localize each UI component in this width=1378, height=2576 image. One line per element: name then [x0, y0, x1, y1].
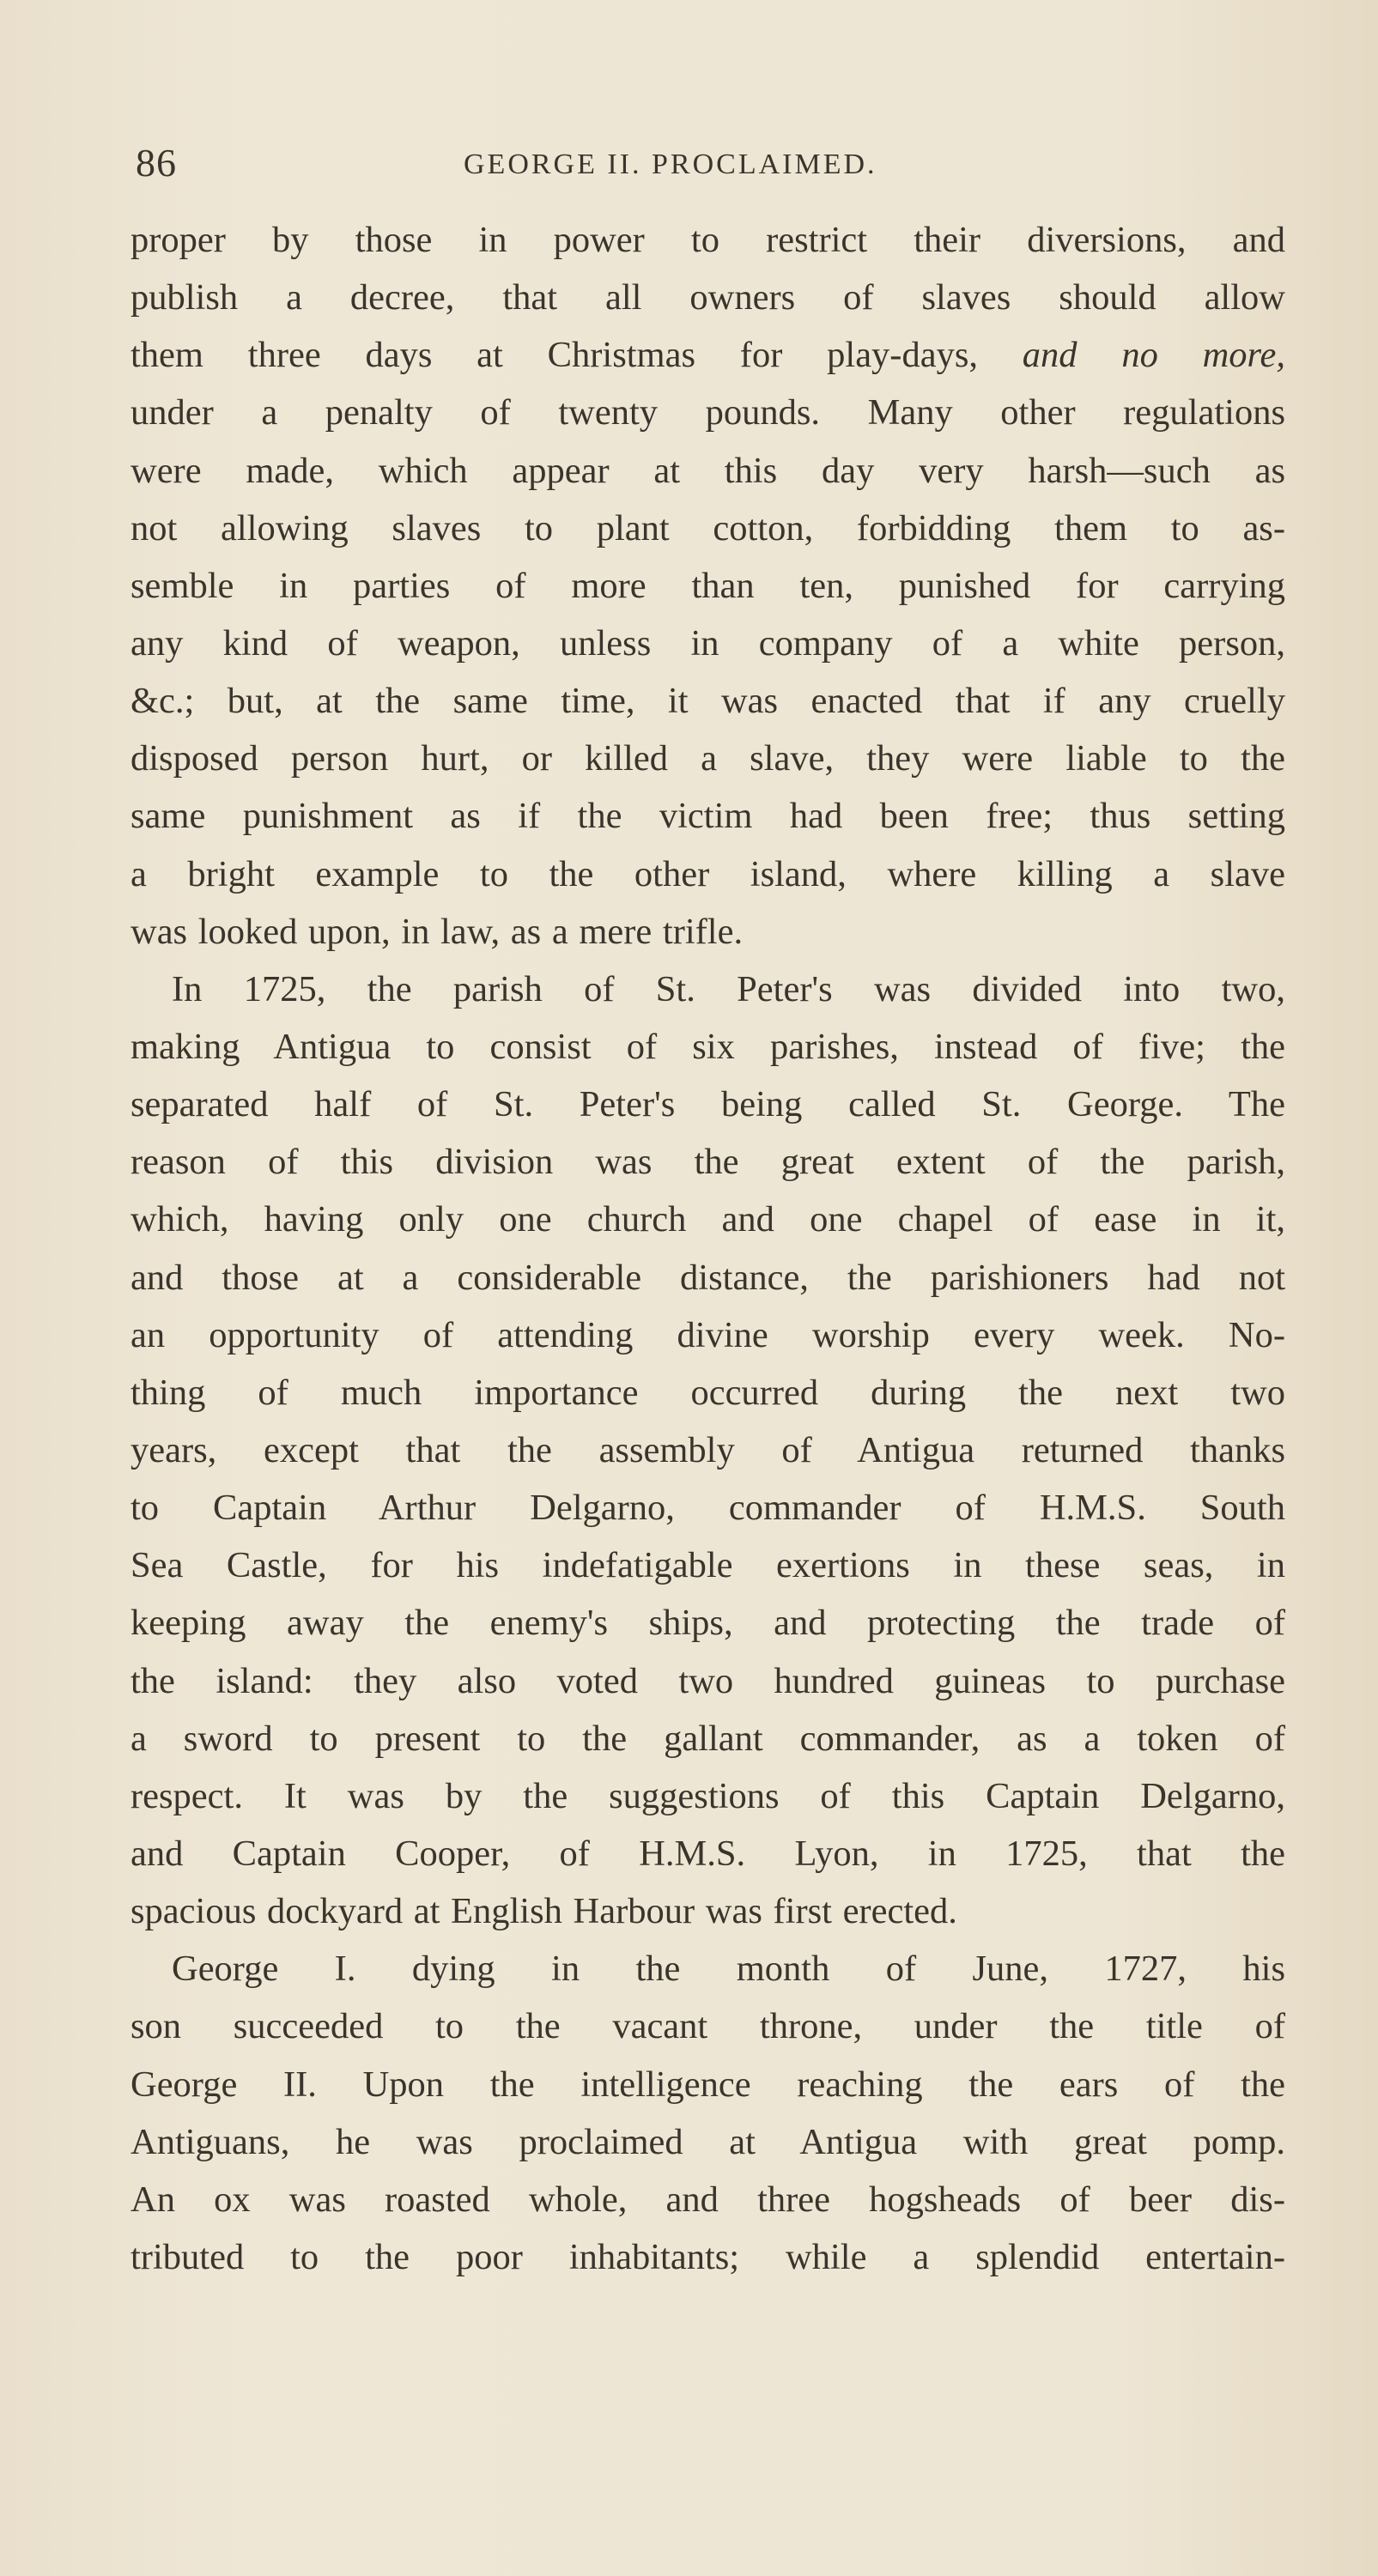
text-line: the island: they also voted two hundred guineas to purchase [131, 1660, 1285, 1701]
text-line-segment: them three days at Christmas for play-days, [131, 335, 978, 376]
text-line: to Captain Arthur Delgarno, commander of H.M.S. South [131, 1488, 1285, 1529]
text-line: not allowing slaves to plant cotton, forbidding them to as- [131, 507, 1285, 549]
text-line: and those at a considerable distance, the parishioners had not [131, 1257, 1285, 1298]
text-line: reason of this division was the great extent of the parish, [131, 1142, 1285, 1183]
text-line: Sea Castle, for his indefatigable exertions in these seas, in [131, 1545, 1285, 1586]
text-line: was looked upon, in law, as a mere trifle. [131, 911, 744, 952]
text-line [131, 326, 1285, 384]
text-line: George II. Upon the intelligence reaching the ears of the [131, 2064, 1285, 2105]
text-line: son succeeded to the vacant throne, under the title of [131, 2006, 1285, 2047]
text-line: publish a decree, that all owners of slaves should allow [131, 277, 1285, 318]
page-number: 86 [136, 141, 177, 185]
text-line: spacious dockyard at English Harbour was first erected. [131, 1891, 957, 1932]
italic-phrase: and no more, [1022, 335, 1285, 376]
running-head: GEORGE II. PROCLAIMED. [464, 148, 877, 180]
text-line: An ox was roasted whole, and three hogsheads of beer dis- [131, 2179, 1285, 2220]
page-header [136, 137, 1290, 189]
text-line: any kind of weapon, unless in company of a white person, [131, 622, 1285, 664]
text-line: proper by those in power to restrict their diversions, and [131, 220, 1285, 260]
paragraph-start: George I. dying in the month of June, 1727, his [172, 1949, 1285, 1990]
text-line: semble in parties of more than ten, punished for carrying [131, 565, 1285, 606]
text-line: were made, which appear at this day very harsh—such as [131, 450, 1285, 491]
text-line: making Antigua to consist of six parishes, instead of five; the [131, 1026, 1285, 1067]
text-line: a sword to present to the gallant commander, as a token of [131, 1718, 1285, 1759]
text-line: a bright example to the other island, where killing a slave [131, 853, 1285, 894]
text-line: tributed to the poor inhabitants; while a splendid entertain- [131, 2236, 1285, 2277]
text-line: respect. It was by the suggestions of this Captain Delgarno, [131, 1775, 1285, 1816]
body-text [131, 211, 1285, 2286]
text-line: under a penalty of twenty pounds. Many other regulations [131, 392, 1285, 433]
text-line: &c.; but, at the same time, it was enacted that if any cruelly [131, 681, 1285, 722]
text-line: separated half of St. Peter's being called St. George. The [131, 1084, 1285, 1125]
text-line: disposed person hurt, or killed a slave, they were liable to the [131, 738, 1285, 779]
text-line: Antiguans, he was proclaimed at Antigua with great pomp. [131, 2121, 1285, 2162]
text-line: years, except that the assembly of Antigua returned thanks [131, 1429, 1285, 1470]
text-line: and Captain Cooper, of H.M.S. Lyon, in 1725, that the [131, 1833, 1285, 1874]
text-line: same punishment as if the victim had been free; thus setting [131, 796, 1285, 837]
text-line: an opportunity of attending divine worship every week. No- [131, 1314, 1285, 1355]
paragraph-start: In 1725, the parish of St. Peter's was divided into two, [172, 968, 1285, 1009]
text-line: keeping away the enemy's ships, and protecting the trade of [131, 1603, 1285, 1644]
text-line: which, having only one church and one chapel of ease in it, [131, 1199, 1285, 1240]
text-line: thing of much importance occurred during the next two [131, 1372, 1285, 1413]
